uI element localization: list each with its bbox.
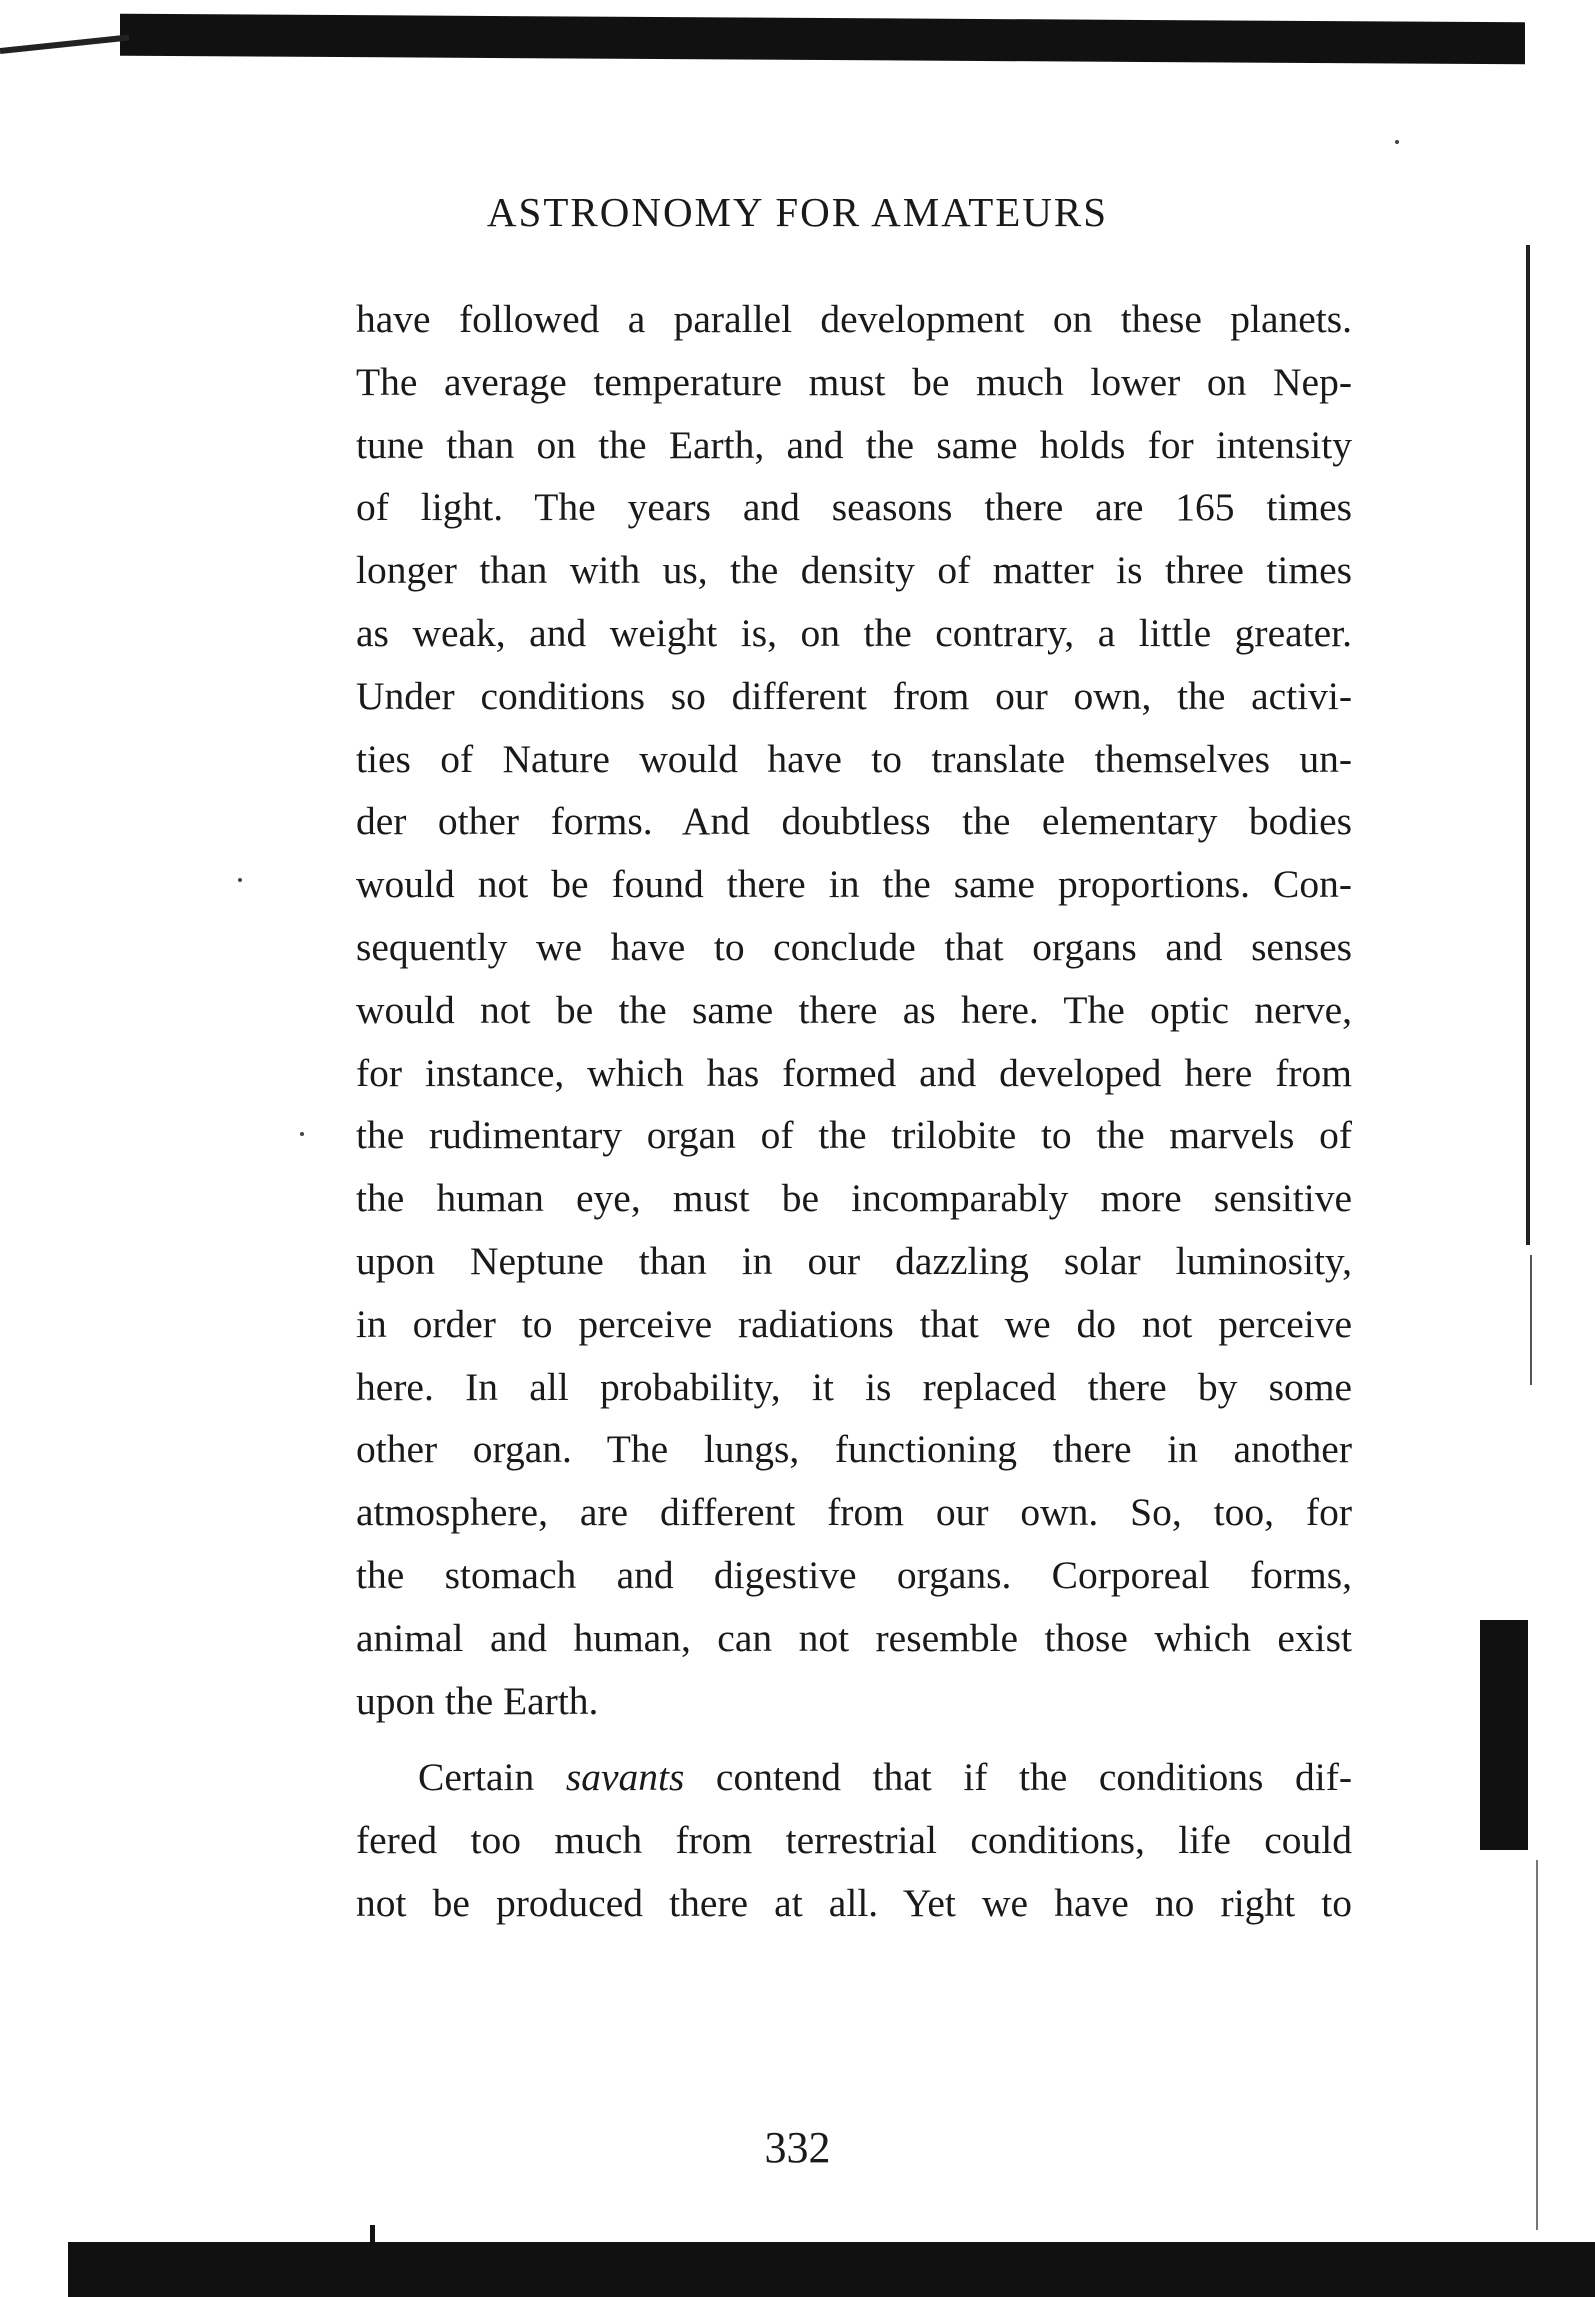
- paragraph-2: [356, 1746, 1352, 1934]
- scan-right-edge-fragment: [1530, 1255, 1532, 1385]
- text-run: Certain: [418, 1755, 566, 1800]
- text-line: the human eye, must be incomparably more sensitive: [356, 1176, 1352, 1221]
- scan-bottom-notch: [370, 2225, 375, 2297]
- text-line: [356, 1746, 1352, 1809]
- paragraph-1: [356, 288, 1352, 1732]
- text-line: not be produced there at all. Yet we have no right to: [356, 1880, 1352, 1925]
- text-line: of light. The years and seasons there are 165 times: [356, 485, 1352, 530]
- text-line: the rudimentary organ of the trilobite to the marvels of: [356, 1113, 1352, 1158]
- text-line: as weak, and weight is, on the contrary, a little greater.: [356, 610, 1352, 655]
- text-line: the stomach and digestive organs. Corporeal forms,: [356, 1552, 1352, 1597]
- scan-right-edge-block: [1480, 1620, 1528, 1850]
- paragraph-gap: [356, 1732, 1352, 1746]
- text-line: here. In all probability, it is replaced there by some: [356, 1364, 1352, 1409]
- text-line: atmosphere, are different from our own. So, too, for: [356, 1490, 1352, 1535]
- scan-top-border: [120, 14, 1525, 65]
- text-line: ties of Nature would have to translate themselves un-: [356, 736, 1352, 781]
- margin-speck: [238, 878, 242, 882]
- text-line: would not be found there in the same proportions. Con-: [356, 862, 1352, 907]
- page-number: 332: [764, 2123, 831, 2172]
- scan-top-edge-mark: [0, 34, 130, 54]
- text-line: Under conditions so different from our own, the activi-: [356, 673, 1352, 718]
- scan-bottom-border: [68, 2242, 1595, 2297]
- italic-word: savants: [565, 1755, 685, 1800]
- text-line: would not be the same there as here. The optic nerve,: [356, 987, 1352, 1032]
- text-line: The average temperature must be much lower on Nep-: [356, 359, 1352, 404]
- scan-right-edge-lower: [1536, 1860, 1538, 2230]
- text-line: upon the Earth.: [356, 1678, 599, 1723]
- body-text: [356, 288, 1352, 1935]
- text-line: tune than on the Earth, and the same holds for intensity: [356, 422, 1352, 467]
- text-line: animal and human, can not resemble those which exist: [356, 1615, 1352, 1660]
- running-head: ASTRONOMY FOR AMATEURS: [486, 189, 1109, 235]
- text-line: longer than with us, the density of matter is three times: [356, 548, 1352, 593]
- text-run: contend that if the conditions dif-: [684, 1755, 1352, 1800]
- text-line: for instance, which has formed and developed here from: [356, 1050, 1352, 1095]
- text-line: fered too much from terrestrial conditions, life could: [356, 1818, 1352, 1863]
- margin-speck: [1395, 140, 1399, 144]
- text-line: in order to perceive radiations that we do not perceive: [356, 1301, 1352, 1346]
- text-line: der other forms. And doubtless the elementary bodies: [356, 799, 1352, 844]
- text-line: have followed a parallel development on these planets.: [356, 297, 1352, 341]
- scan-right-edge: [1526, 245, 1530, 1245]
- text-line: sequently we have to conclude that organs and senses: [356, 924, 1352, 969]
- text-line: other organ. The lungs, functioning there in another: [356, 1427, 1352, 1472]
- margin-speck: [300, 1132, 304, 1136]
- text-line: upon Neptune than in our dazzling solar luminosity,: [356, 1238, 1352, 1283]
